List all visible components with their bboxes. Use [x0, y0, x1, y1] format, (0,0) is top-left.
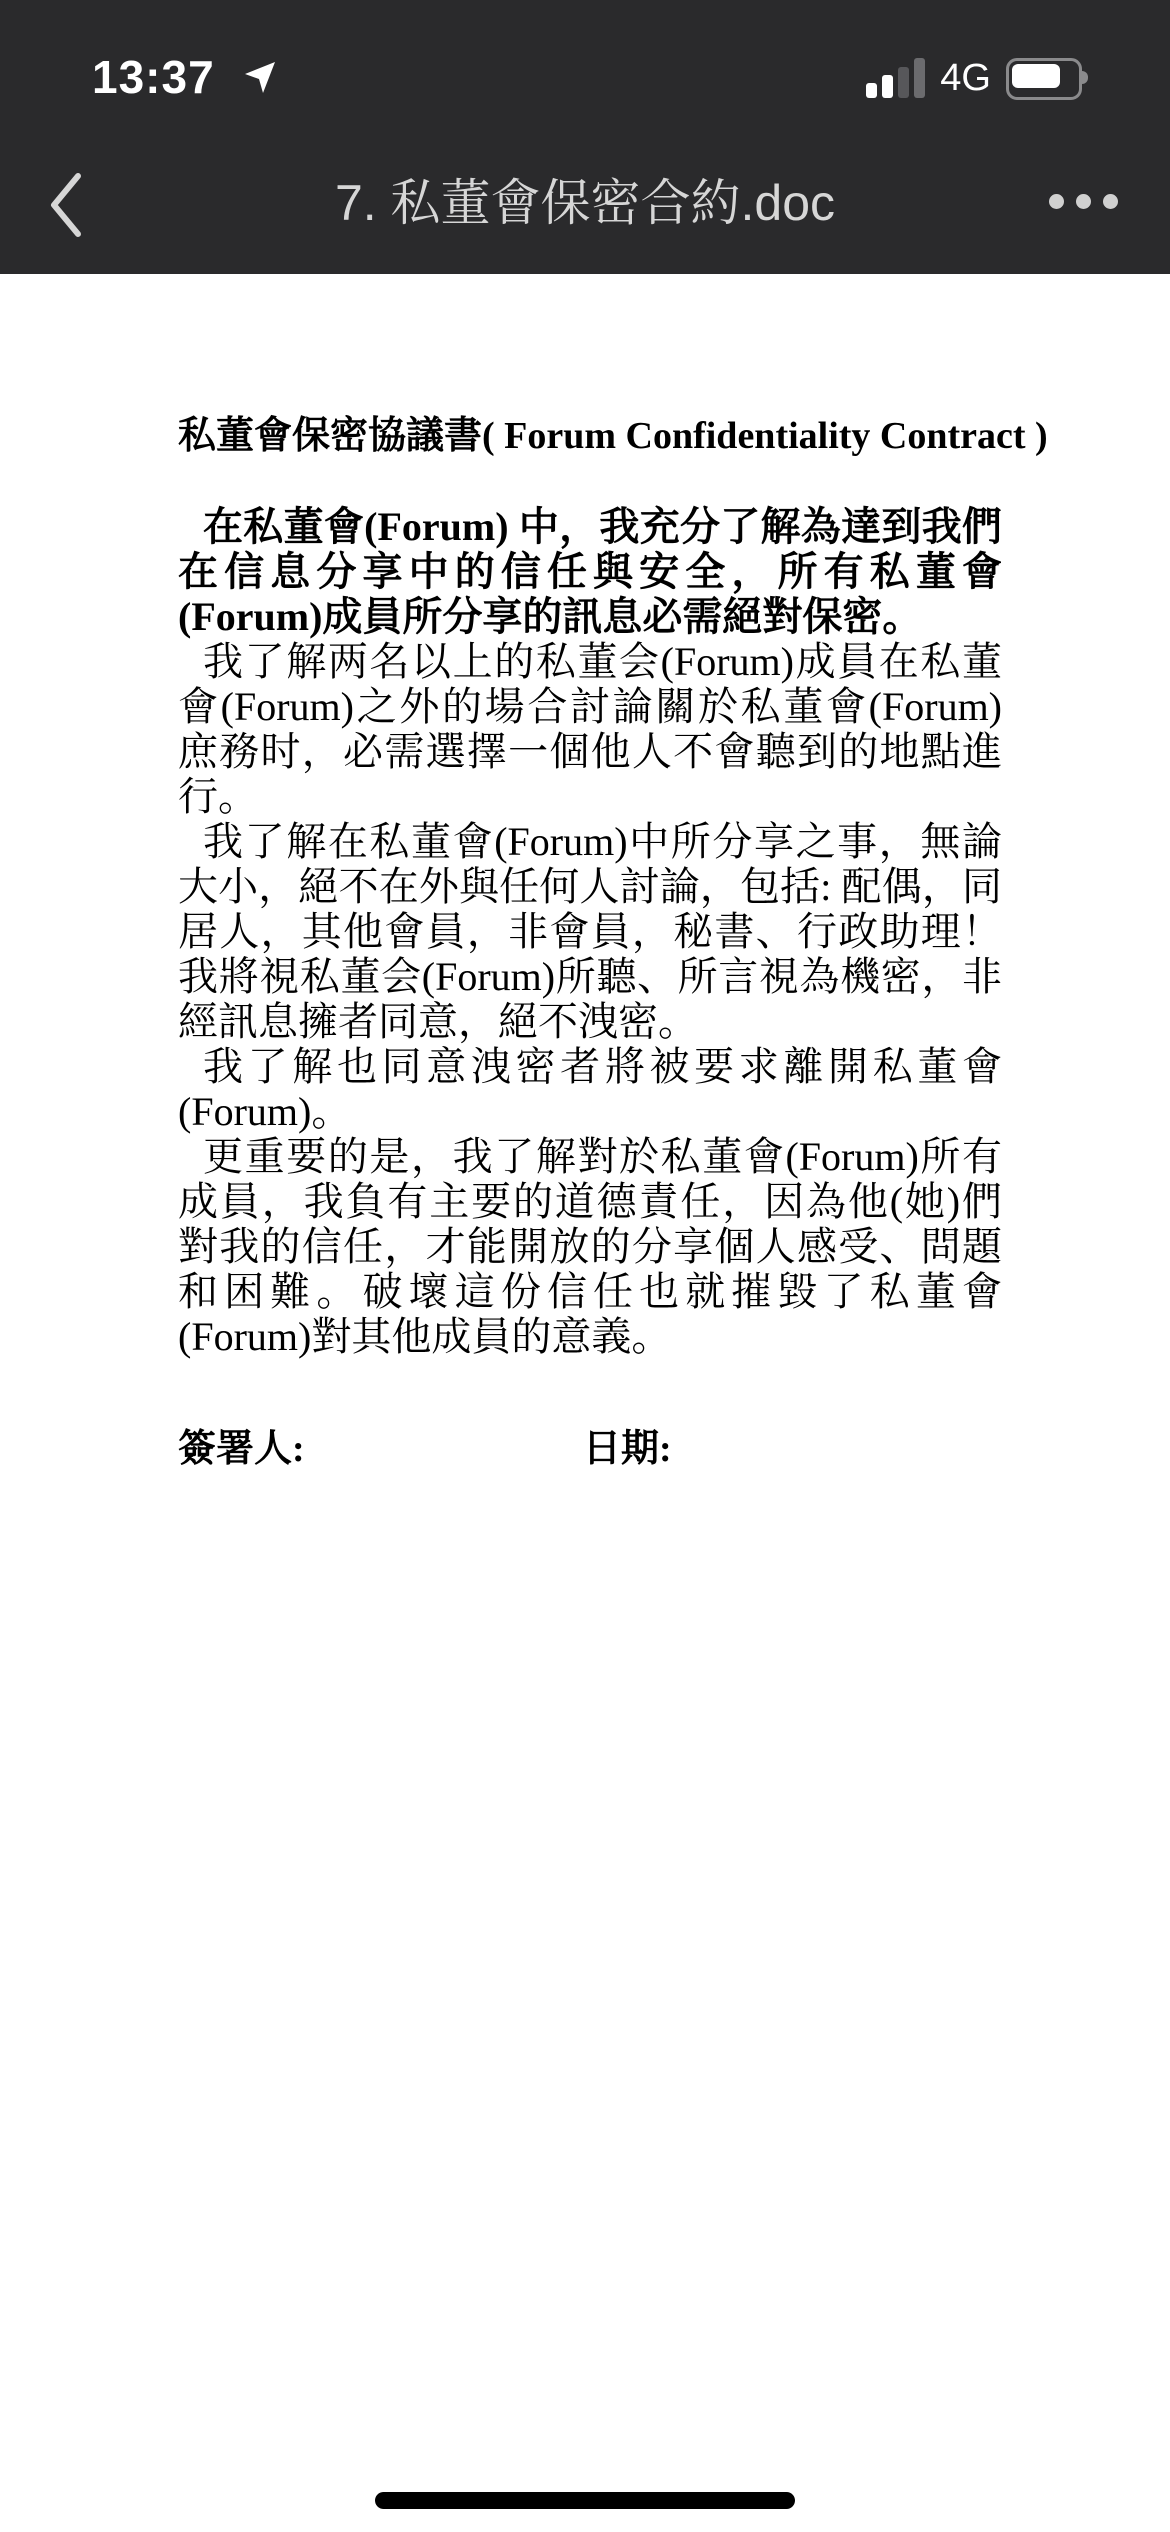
document-title-bar: 7. 私董會保密合約.doc [334, 175, 836, 231]
battery-icon [1006, 56, 1094, 100]
contract-paragraph: 我了解也同意洩密者將被要求離開私董會(Forum)。 [178, 1044, 1002, 1134]
home-indicator[interactable] [375, 2492, 795, 2509]
contract-paragraph: 我了解两名以上的私董会(Forum)成員在私董會(Forum)之外的場合討論關於私董會(Forum)庶務时，必需選擇一個他人不會聽到的地點進行。 [178, 639, 1002, 819]
network-type-label: 4G [940, 57, 991, 99]
header [0, 0, 1170, 274]
signature-row [178, 1427, 1002, 1472]
back-chevron-icon [46, 227, 90, 244]
nav-bar [0, 132, 1170, 274]
battery-fill [1012, 64, 1060, 88]
battery-nub [1082, 71, 1088, 84]
contract-paragraph: 更重要的是，我了解對於私董會(Forum)所有成員，我負有主要的道德責任，因為他(她)們對我的信任，才能開放的分享個人感受、問題和困難。破壞這份信任也就摧毀了私董會(Forum)對其他成員的意義。 [178, 1134, 1002, 1359]
signal-bar-1 [866, 83, 877, 98]
contract-paragraph: 在私董會(Forum) 中，我充分了解為達到我們在信息分享中的信任與安全，所有私董會(Forum)成員所分享的訊息必需絕對保密。 [178, 504, 1002, 639]
status-time: 13:37 [92, 51, 215, 103]
location-arrow-icon [242, 58, 280, 101]
more-ellipsis-icon [1049, 194, 1064, 209]
more-button[interactable] [1049, 194, 1118, 209]
contract-title: 私董會保密協議書( Forum Confidentiality Contract ) [178, 415, 1048, 457]
signer-label: 簽署人: [178, 1428, 305, 1470]
signal-bar-3 [898, 67, 909, 98]
signal-bar-4 [914, 58, 925, 98]
back-button[interactable] [46, 170, 90, 240]
cellular-signal-icon [866, 54, 925, 100]
signal-bar-2 [882, 75, 893, 98]
battery-body [1006, 58, 1082, 100]
contract-paragraph: 我了解在私董會(Forum)中所分享之事，無論大小，絕不在外與任何人討論，包括: 配偶，同居人，其他會員，非會員，秘書、行政助理！我將視私董会(Forum)所聽、所言視為機密，非經訊息擁者同意，絕不洩密。 [178, 819, 1002, 1044]
date-label: 日期: [583, 1428, 672, 1470]
status-right-cluster [866, 54, 1094, 100]
status-bar [0, 52, 1170, 102]
document-page [0, 274, 1170, 2532]
